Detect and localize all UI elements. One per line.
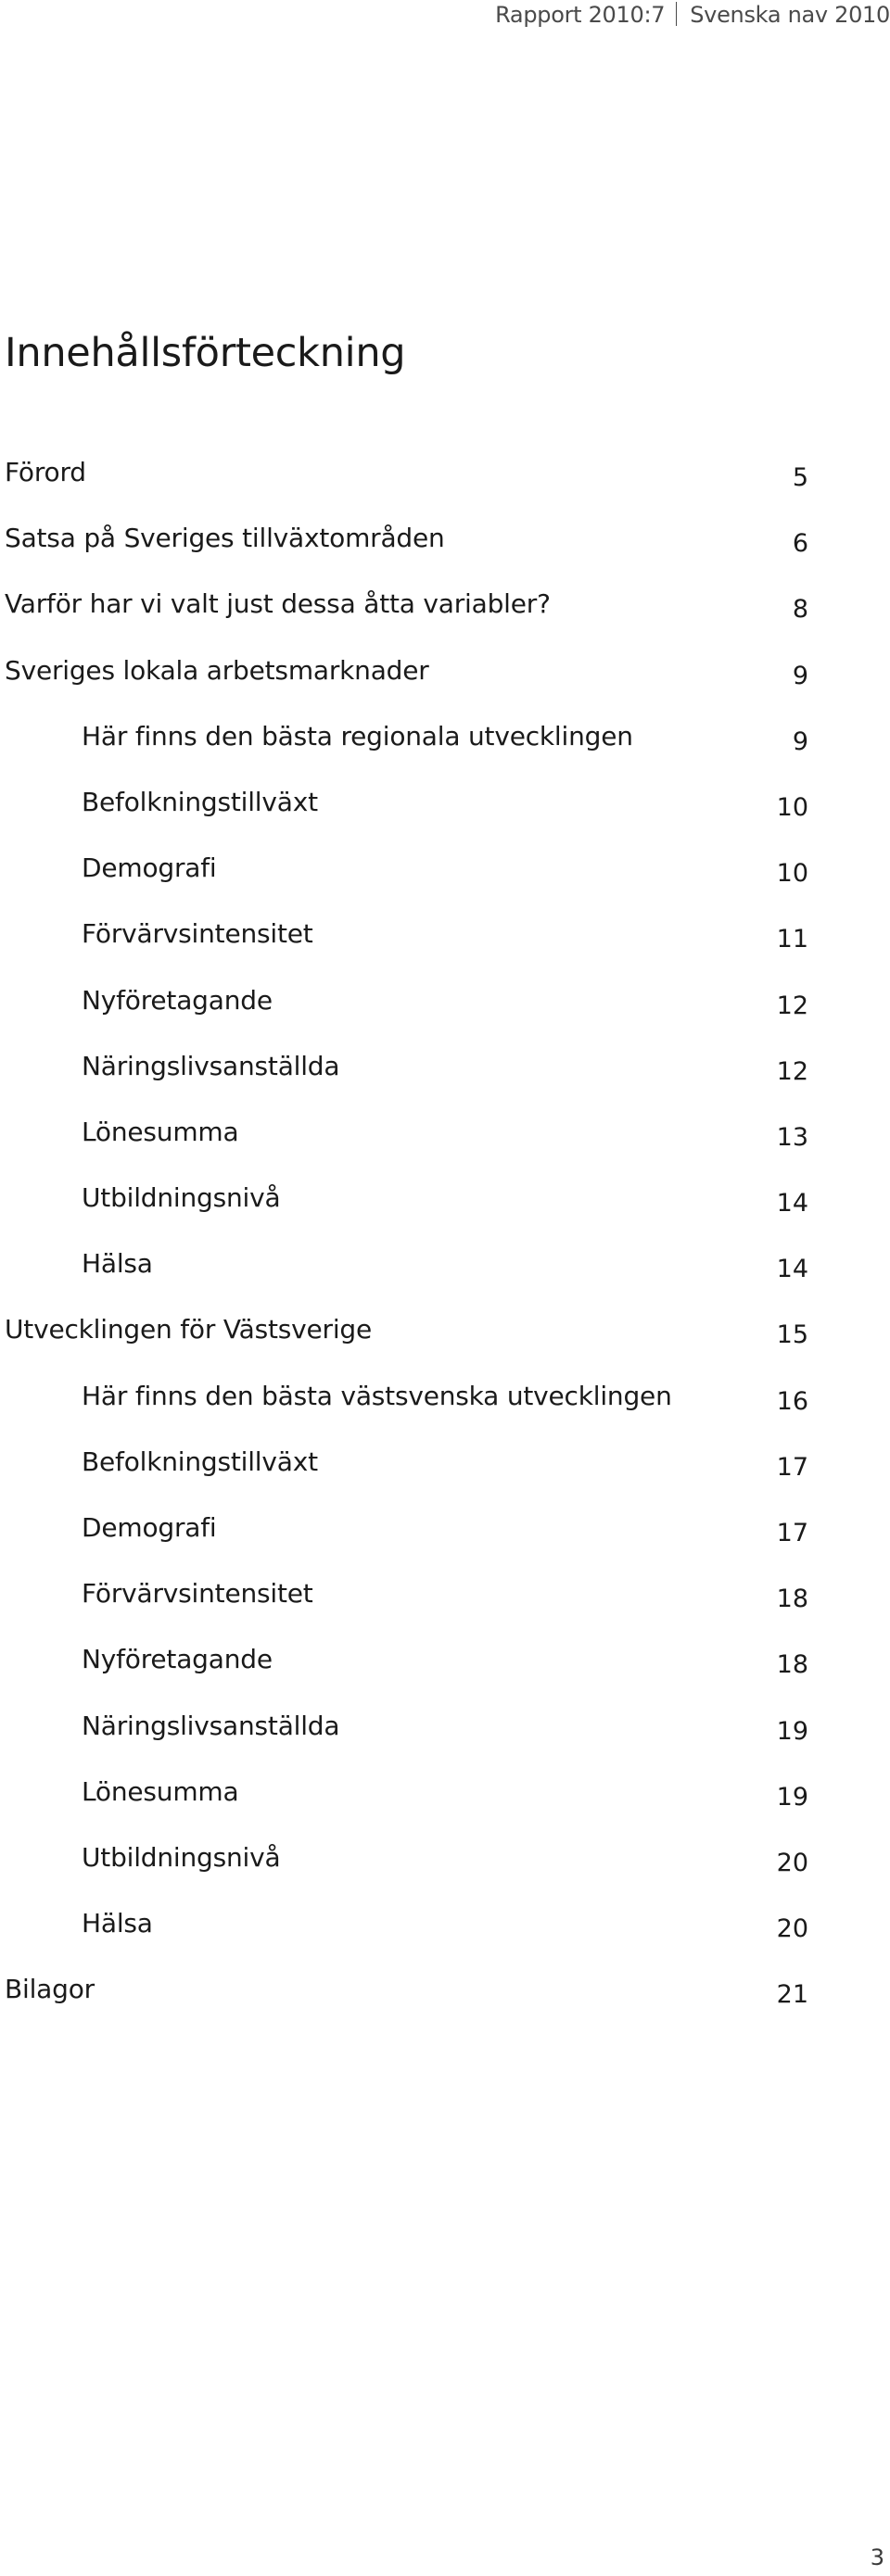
toc-subentry[interactable] — [0, 1363, 808, 1429]
toc-entry-page: 9 — [792, 726, 808, 756]
toc-entry-page: 20 — [776, 1914, 808, 1944]
toc-entry-page: 9 — [792, 661, 808, 690]
toc-entry-label: Sveriges lokala arbetsmarknader — [5, 654, 429, 686]
toc-entry-page: 19 — [776, 1716, 808, 1746]
toc-entry-page: 14 — [776, 1255, 808, 1284]
toc-entry-label: Utvecklingen för Västsverige — [5, 1314, 373, 1345]
toc-entry-page: 11 — [776, 925, 808, 954]
header-divider — [676, 2, 677, 26]
report-series: Svenska nav 2010 — [690, 2, 890, 28]
toc-entry[interactable] — [0, 638, 808, 703]
toc-entry-page: 12 — [776, 991, 808, 1020]
toc-entry-page: 20 — [776, 1848, 808, 1877]
toc-entry[interactable] — [0, 505, 808, 571]
toc-entry-label: Befolkningstillväxt — [82, 786, 318, 817]
toc-entry-page: 19 — [776, 1782, 808, 1812]
toc-entry-page: 12 — [776, 1056, 808, 1086]
toc-entry-label: Hälsa — [82, 1248, 153, 1280]
toc-entry-label: Utbildningsnivå — [82, 1182, 281, 1214]
report-number: Rapport 2010:7 — [495, 2, 666, 28]
toc-entry-label: Näringslivsanställda — [82, 1050, 340, 1081]
toc-entry-page: 5 — [792, 463, 808, 492]
toc-entry-label: Förord — [5, 457, 86, 487]
toc-entry-label: Här finns den bästa regionala utvecklingen — [82, 720, 633, 751]
toc-entry-label: Demografi — [82, 1512, 217, 1543]
toc-subentry[interactable] — [0, 1825, 808, 1890]
toc-subentry[interactable] — [0, 1890, 808, 1956]
page-number: 3 — [870, 2544, 884, 2570]
toc-entry-label: Näringslivsanställda — [82, 1710, 340, 1741]
toc-entry[interactable] — [0, 1296, 808, 1362]
toc-entry-page: 13 — [776, 1122, 808, 1152]
toc-subentry[interactable] — [0, 1495, 808, 1560]
toc-subentry[interactable] — [0, 835, 808, 901]
toc-subentry[interactable] — [0, 1626, 808, 1692]
toc-subentry[interactable] — [0, 1693, 808, 1759]
toc-entry-page: 14 — [776, 1189, 808, 1219]
toc-entry-label: Utbildningsnivå — [82, 1841, 281, 1873]
toc-entry[interactable] — [0, 1956, 808, 2022]
toc-subentry[interactable] — [0, 1099, 808, 1165]
toc-entry-label: Demografi — [82, 852, 217, 884]
toc-entry-label: Nyföretagande — [82, 1644, 273, 1675]
running-header — [495, 2, 890, 28]
toc-entry-label: Hälsa — [82, 1908, 153, 1939]
toc-subentry[interactable] — [0, 1759, 808, 1825]
toc-entry-page: 17 — [776, 1519, 808, 1547]
toc-entry-page: 15 — [776, 1320, 808, 1350]
toc-entry[interactable] — [0, 439, 808, 505]
toc-entry-page: 17 — [776, 1452, 808, 1482]
toc-entry-label: Befolkningstillväxt — [82, 1446, 318, 1477]
toc-subentry[interactable] — [0, 769, 808, 835]
toc-entry-page: 6 — [792, 529, 808, 559]
toc-entry-label: Nyföretagande — [82, 984, 273, 1016]
toc-entry-page: 21 — [776, 1980, 808, 2010]
toc-subentry[interactable] — [0, 1165, 808, 1231]
toc-entry-label: Varför har vi valt just dessa åtta variabler? — [5, 588, 551, 620]
table-of-contents — [0, 439, 808, 2023]
toc-entry-label: Satsa på Sveriges tillväxtområden — [5, 523, 445, 554]
toc-entry-page: 18 — [776, 1650, 808, 1680]
toc-subentry[interactable] — [0, 1560, 808, 1626]
toc-entry-page: 8 — [792, 595, 808, 625]
toc-entry-label: Förvärvsintensitet — [82, 1578, 313, 1610]
toc-subentry[interactable] — [0, 967, 808, 1033]
toc-subentry[interactable] — [0, 901, 808, 966]
toc-entry-page: 16 — [776, 1386, 808, 1416]
toc-entry-label: Lönesumma — [82, 1116, 239, 1147]
toc-subentry[interactable] — [0, 1429, 808, 1495]
toc-entry-page: 10 — [776, 792, 808, 822]
toc-entry-label: Här finns den bästa västsvenska utvecklingen — [82, 1380, 672, 1411]
toc-subentry[interactable] — [0, 703, 808, 769]
toc-entry-label: Förvärvsintensitet — [82, 918, 313, 950]
toc-entry[interactable] — [0, 571, 808, 637]
toc-subentry[interactable] — [0, 1231, 808, 1296]
toc-subentry[interactable] — [0, 1033, 808, 1099]
toc-entry-label: Bilagor — [5, 1974, 95, 2005]
page-title: Innehållsförteckning — [5, 330, 406, 376]
toc-entry-page: 10 — [776, 859, 808, 889]
toc-entry-page: 18 — [776, 1585, 808, 1614]
toc-entry-label: Lönesumma — [82, 1775, 239, 1807]
